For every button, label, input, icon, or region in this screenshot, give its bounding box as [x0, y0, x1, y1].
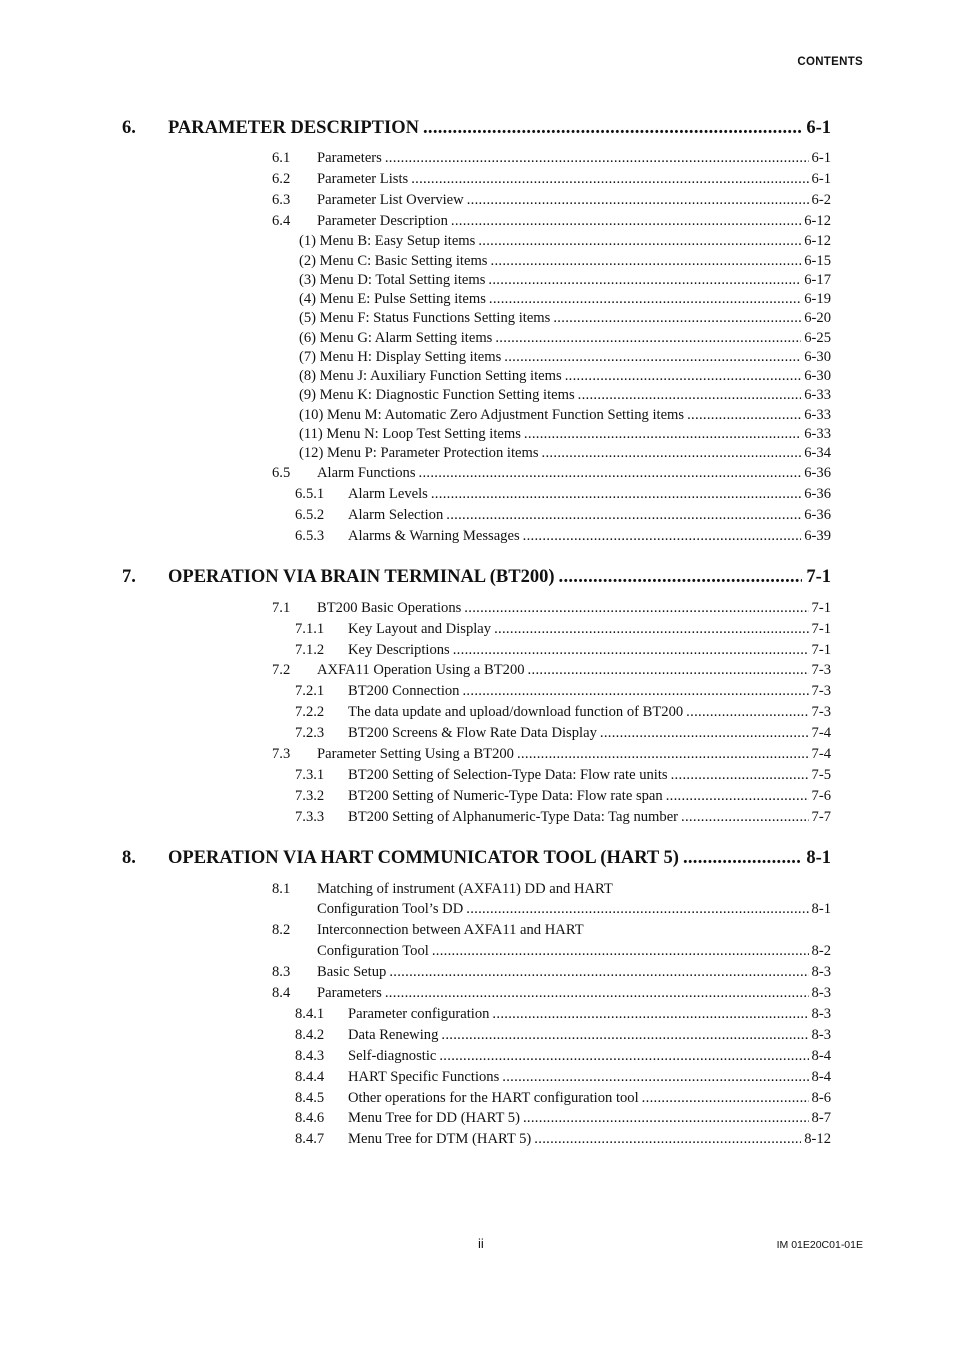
toc-entry[interactable]: [295, 621, 831, 638]
toc-entry-number: 7.2.1: [295, 683, 325, 699]
toc-entry-title: (1) Menu B: Easy Setup items: [299, 233, 476, 249]
dot-leader: [578, 387, 802, 404]
toc-entry-number: 8.1: [272, 881, 291, 897]
toc-entry-number: 8.4.6: [295, 1110, 325, 1126]
dot-leader: [534, 1131, 801, 1148]
toc-entry-title: BT200 Screens & Flow Rate Data Display: [348, 725, 597, 741]
toc-entry-page: 6-30: [804, 368, 831, 384]
dot-leader: [504, 349, 801, 366]
toc-entry[interactable]: [295, 528, 831, 545]
toc-entry[interactable]: [295, 1048, 831, 1065]
toc-entry-title: OPERATION VIA BRAIN TERMINAL (BT200): [168, 567, 555, 587]
toc-chapter-entry[interactable]: [122, 118, 831, 139]
toc-entry-page: 6-17: [804, 272, 831, 288]
dot-leader: [528, 662, 809, 679]
toc-entry-page: 8-1: [806, 848, 831, 868]
toc-entry-title: BT200 Setting of Selection-Type Data: Flow rate units: [348, 767, 668, 783]
toc-entry-page: 8-7: [811, 1110, 831, 1126]
toc-entry-number: 7.3: [272, 746, 291, 762]
toc-entry-page: 7-1: [806, 567, 831, 587]
toc-entry[interactable]: [299, 233, 831, 250]
toc-entry-page: 7-7: [811, 809, 831, 825]
toc-entry-page: 8-3: [811, 1027, 831, 1043]
toc-entry[interactable]: [299, 253, 831, 270]
toc-entry-page: 7-4: [811, 725, 831, 741]
toc-entry-page: 6-2: [811, 192, 831, 208]
toc-entry[interactable]: [272, 150, 831, 167]
dot-leader: [446, 507, 801, 524]
dot-leader: [494, 621, 808, 638]
toc-entry-page: 7-1: [811, 642, 831, 658]
toc-entry-page: 6-33: [804, 387, 831, 403]
toc-entry-page: 6-25: [804, 330, 831, 346]
toc-entry[interactable]: [295, 725, 831, 742]
toc-entry-number: 7.1.1: [295, 621, 325, 637]
toc-entry-page: 8-6: [811, 1090, 831, 1106]
toc-entry-page: 6-20: [804, 310, 831, 326]
toc-entry[interactable]: [272, 213, 831, 230]
toc-entry-title: (3) Menu D: Total Setting items: [299, 272, 486, 288]
toc-entry-title: Menu Tree for DD (HART 5): [348, 1110, 520, 1126]
toc-entry-page: 6-19: [804, 291, 831, 307]
toc-chapter-entry[interactable]: [122, 567, 831, 588]
toc-entry-number: 8.4: [272, 985, 291, 1001]
toc-entry-number: 6.5: [272, 465, 291, 481]
dot-leader: [559, 567, 803, 588]
toc-entry[interactable]: [299, 349, 831, 366]
toc-entry-number: 7.3.2: [295, 788, 325, 804]
dot-leader: [642, 1090, 809, 1107]
toc-entry-title: (6) Menu G: Alarm Setting items: [299, 330, 493, 346]
dot-leader: [385, 150, 809, 167]
toc-entry-page: 6-36: [804, 465, 831, 481]
toc-entry[interactable]: [272, 465, 831, 482]
toc-entry-number: 8.3: [272, 964, 291, 980]
toc-entry-title: (10) Menu M: Automatic Zero Adjustment Function Setting items: [299, 407, 685, 423]
toc-entry-title: Menu Tree for DTM (HART 5): [348, 1131, 532, 1147]
toc-entry[interactable]: [299, 330, 831, 347]
page-number: ii: [478, 1236, 484, 1251]
toc-entry-title: Parameter Description: [317, 213, 448, 229]
dot-leader: [495, 330, 801, 347]
toc-entry-title: Alarm Functions: [317, 465, 416, 481]
toc-entry-title: Parameters: [317, 150, 382, 166]
toc-entry-page: 6-1: [806, 118, 831, 138]
dot-leader: [453, 642, 809, 659]
toc-entry[interactable]: [272, 171, 831, 188]
dot-leader: [439, 1048, 808, 1065]
toc-entry-number: 7.2.3: [295, 725, 325, 741]
toc-entry[interactable]: [272, 985, 831, 1002]
dot-leader: [681, 809, 809, 826]
toc-entry-number: 8.4.3: [295, 1048, 325, 1064]
toc-entry-title: Alarms & Warning Messages: [348, 528, 520, 544]
toc-entry-title: OPERATION VIA HART COMMUNICATOR TOOL (HART 5): [168, 848, 679, 868]
toc-entry-number: 7.3.3: [295, 809, 325, 825]
toc-entry-title: (11) Menu N: Loop Test Setting items: [299, 426, 521, 442]
toc-entry-number: 6.1: [272, 150, 291, 166]
dot-leader: [385, 985, 809, 1002]
toc-entry[interactable]: [299, 426, 831, 443]
toc-entry[interactable]: [272, 600, 831, 617]
toc-entry-page: 6-30: [804, 349, 831, 365]
toc-entry-page: 8-12: [804, 1131, 831, 1147]
toc-entry-number: 7.3.1: [295, 767, 325, 783]
toc-entry-number: 6.3: [272, 192, 291, 208]
toc-entry-page: 6-12: [804, 213, 831, 229]
dot-leader: [523, 528, 802, 545]
toc-entry-title: Configuration Tool’s DD: [317, 901, 464, 917]
toc-entry-title: Parameter List Overview: [317, 192, 464, 208]
toc-entry-page: 6-33: [804, 407, 831, 423]
toc-entry[interactable]: [295, 1069, 831, 1086]
dot-leader: [517, 746, 809, 763]
dot-leader: [411, 171, 808, 188]
toc-entry-number: 6.5.2: [295, 507, 325, 523]
dot-leader: [542, 445, 802, 462]
dot-leader: [565, 368, 802, 385]
toc-entry[interactable]: [295, 507, 831, 524]
toc-entry-page: 6-1: [811, 150, 831, 166]
dot-leader: [432, 943, 809, 960]
toc-entry-number: 6.4: [272, 213, 291, 229]
toc-entry-page: 8-1: [811, 901, 831, 917]
dot-leader: [451, 213, 801, 230]
toc-entry[interactable]: [272, 881, 831, 898]
toc-entry-title: Parameter configuration: [348, 1006, 490, 1022]
toc-entry-page: 7-6: [811, 788, 831, 804]
toc-entry-number: 7.2: [272, 662, 291, 678]
toc-entry-page: 8-4: [811, 1069, 831, 1085]
toc-entry-title: Key Descriptions: [348, 642, 450, 658]
toc-entry-number: 7.: [122, 567, 136, 587]
toc-entry-title: (8) Menu J: Auxiliary Function Setting items: [299, 368, 562, 384]
toc-entry-page: 8-2: [811, 943, 831, 959]
toc-entry-page: 6-1: [811, 171, 831, 187]
toc-entry-title: (7) Menu H: Display Setting items: [299, 349, 502, 365]
toc-entry-title: Basic Setup: [317, 964, 387, 980]
toc-entry-page: 6-36: [804, 507, 831, 523]
toc-entry-title: (5) Menu F: Status Functions Setting items: [299, 310, 551, 326]
dot-leader: [524, 426, 801, 443]
dot-leader: [600, 725, 809, 742]
toc-entry-number: 6.5.3: [295, 528, 325, 544]
toc-entry-title: Alarm Levels: [348, 486, 428, 502]
toc-entry-number: 6.: [122, 118, 136, 138]
toc-entry-page: 7-1: [811, 600, 831, 616]
toc-entry-title: Other operations for the HART configuration tool: [348, 1090, 639, 1106]
dot-leader: [464, 600, 808, 617]
toc-entry-title: Interconnection between AXFA11 and HART: [317, 922, 584, 938]
toc-entry[interactable]: [295, 788, 831, 805]
toc-entry[interactable]: [299, 445, 831, 462]
toc-entry-number: 8.4.4: [295, 1069, 325, 1085]
toc-entry-number: 7.2.2: [295, 704, 325, 720]
toc-entry[interactable]: [272, 192, 831, 209]
toc-entry[interactable]: [295, 809, 831, 826]
toc-entry[interactable]: [299, 387, 831, 404]
dot-leader: [462, 683, 808, 700]
toc-entry-page: 7-4: [811, 746, 831, 762]
dot-leader: [489, 291, 801, 308]
toc-entry-number: 8.2: [272, 922, 291, 938]
toc-entry-title: BT200 Connection: [348, 683, 460, 699]
toc-entry[interactable]: [295, 1090, 831, 1107]
toc-entry-page: 6-36: [804, 486, 831, 502]
toc-entry-title: Data Renewing: [348, 1027, 439, 1043]
dot-leader: [389, 964, 808, 981]
dot-leader: [441, 1027, 808, 1044]
toc-entry-page: 6-12: [804, 233, 831, 249]
toc-entry[interactable]: [272, 943, 831, 960]
toc-entry[interactable]: [272, 901, 831, 918]
toc-entry-page: 8-3: [811, 985, 831, 1001]
toc-entry-title: Alarm Selection: [348, 507, 444, 523]
toc-entry-title: Parameters: [317, 985, 382, 1001]
dot-leader: [488, 272, 801, 289]
toc-entry-title: Parameter Setting Using a BT200: [317, 746, 514, 762]
toc-entry-title: Self-diagnostic: [348, 1048, 437, 1064]
dot-leader: [491, 253, 802, 270]
toc-entry[interactable]: [272, 746, 831, 763]
toc-entry[interactable]: [272, 922, 831, 939]
dot-leader: [467, 192, 809, 209]
toc-entry-page: 7-5: [811, 767, 831, 783]
toc-entry[interactable]: [299, 368, 831, 385]
toc-entry-title: Key Layout and Display: [348, 621, 492, 637]
toc-entry-number: 8.4.1: [295, 1006, 325, 1022]
toc-entry-title: PARAMETER DESCRIPTION: [168, 118, 419, 138]
toc-entry-page: 6-39: [804, 528, 831, 544]
toc-entry[interactable]: [295, 767, 831, 784]
toc-entry-number: 8.: [122, 848, 136, 868]
toc-entry-title: Parameter Lists: [317, 171, 409, 187]
toc-entry-title: Matching of instrument (AXFA11) DD and HART: [317, 881, 613, 897]
toc-entry-title: BT200 Setting of Numeric-Type Data: Flow rate span: [348, 788, 663, 804]
toc-entry-title: Configuration Tool: [317, 943, 429, 959]
toc-entry-title: (4) Menu E: Pulse Setting items: [299, 291, 486, 307]
dot-leader: [683, 848, 802, 869]
toc-entry-page: 8-3: [811, 1006, 831, 1022]
toc-entry-page: 6-15: [804, 253, 831, 269]
toc-entry-page: 7-1: [811, 621, 831, 637]
toc-entry[interactable]: [299, 310, 831, 327]
dot-leader: [686, 704, 808, 721]
document-id: IM 01E20C01-01E: [776, 1239, 863, 1251]
toc-entry-number: 6.2: [272, 171, 291, 187]
toc-entry[interactable]: [272, 964, 831, 981]
toc-entry[interactable]: [295, 683, 831, 700]
toc-entry-number: 7.1: [272, 600, 291, 616]
toc-entry-page: 7-3: [811, 704, 831, 720]
dot-leader: [553, 310, 801, 327]
dot-leader: [478, 233, 801, 250]
toc-entry-title: The data update and upload/download function of BT200: [348, 704, 684, 720]
toc-entry-title: (2) Menu C: Basic Setting items: [299, 253, 488, 269]
dot-leader: [423, 118, 802, 139]
dot-leader: [419, 465, 802, 482]
toc-entry-page: 7-3: [811, 662, 831, 678]
dot-leader: [431, 486, 801, 503]
toc-entry[interactable]: [299, 407, 831, 424]
toc-entry[interactable]: [295, 1131, 831, 1148]
toc-chapter-entry[interactable]: [122, 848, 831, 869]
toc-entry-page: 8-3: [811, 964, 831, 980]
toc-entry[interactable]: [295, 486, 831, 503]
dot-leader: [466, 901, 808, 918]
toc-entry[interactable]: [295, 1027, 831, 1044]
dot-leader: [687, 407, 801, 424]
toc-entry-number: 8.4.7: [295, 1131, 325, 1147]
toc-entry[interactable]: [295, 1006, 831, 1023]
toc-entry-number: 8.4.5: [295, 1090, 325, 1106]
toc-entry-title: (12) Menu P: Parameter Protection items: [299, 445, 539, 461]
toc-entry[interactable]: [295, 642, 831, 659]
dot-leader: [492, 1006, 808, 1023]
toc-entry-title: HART Specific Functions: [348, 1069, 500, 1085]
running-header: CONTENTS: [797, 56, 863, 68]
toc-entry-page: 6-34: [804, 445, 831, 461]
toc-entry-title: BT200 Setting of Alphanumeric-Type Data: Tag number: [348, 809, 679, 825]
toc-entry-number: 7.1.2: [295, 642, 325, 658]
toc-entry-number: 6.5.1: [295, 486, 325, 502]
toc-entry[interactable]: [299, 272, 831, 289]
dot-leader: [666, 788, 809, 805]
toc-entry[interactable]: [295, 1110, 831, 1127]
toc-entry-page: 6-33: [804, 426, 831, 442]
toc-entry[interactable]: [295, 704, 831, 721]
toc-entry[interactable]: [299, 291, 831, 308]
dot-leader: [502, 1069, 808, 1086]
dot-leader: [523, 1110, 809, 1127]
toc-entry-title: BT200 Basic Operations: [317, 600, 462, 616]
toc-entry-page: 7-3: [811, 683, 831, 699]
toc-entry-page: 8-4: [811, 1048, 831, 1064]
dot-leader: [671, 767, 809, 784]
toc-entry-title: AXFA11 Operation Using a BT200: [317, 662, 525, 678]
toc-entry-title: (9) Menu K: Diagnostic Function Setting items: [299, 387, 575, 403]
toc-entry[interactable]: [272, 662, 831, 679]
toc-entry-number: 8.4.2: [295, 1027, 325, 1043]
